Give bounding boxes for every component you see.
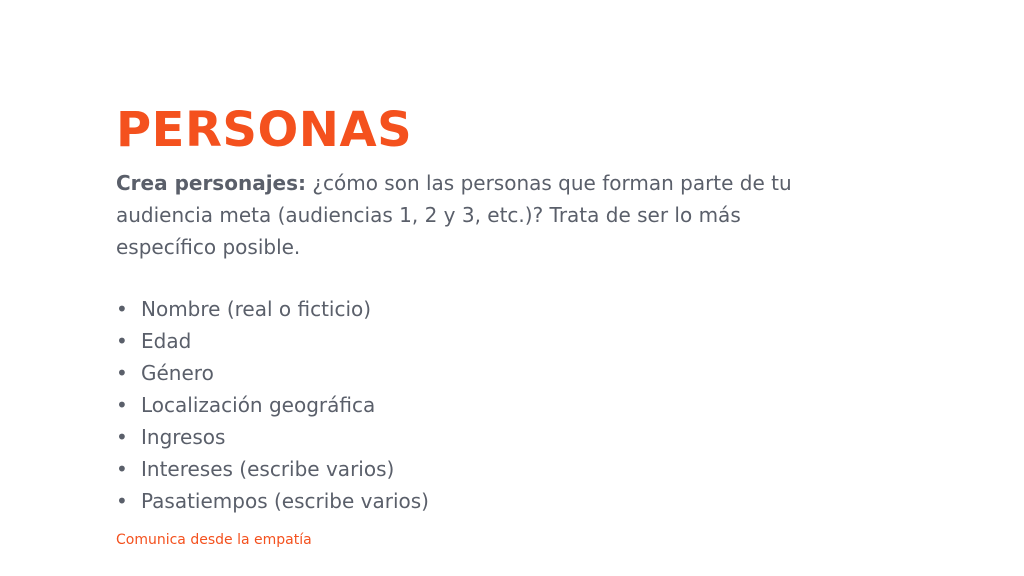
persona-attributes-list	[116, 293, 429, 517]
bullet-icon: •	[116, 361, 128, 385]
bullet-icon: •	[116, 329, 128, 353]
list-item-label: Edad	[141, 329, 192, 353]
list-item-label: Intereses (escribe varios)	[141, 457, 395, 481]
list-item	[116, 325, 429, 357]
bullet-icon: •	[116, 297, 128, 321]
bullet-icon: •	[116, 489, 128, 513]
list-item	[116, 485, 429, 517]
list-item-label: Género	[141, 361, 214, 385]
list-item-label: Ingresos	[141, 425, 226, 449]
list-item	[116, 357, 429, 389]
slide-title: PERSONAS	[116, 102, 413, 158]
intro-text: ¿cómo son las personas que forman parte de tu audiencia meta (audiencias 1, 2 y 3, etc.)? Trata de ser lo más específico posible.	[116, 171, 792, 259]
list-item	[116, 453, 429, 485]
bullet-icon: •	[116, 457, 128, 481]
list-item-label: Nombre (real o ficticio)	[141, 297, 372, 321]
intro-lead: Crea personajes:	[116, 171, 307, 195]
intro-paragraph	[116, 167, 796, 263]
bullet-icon: •	[116, 425, 128, 449]
list-item-label: Localización geográfica	[141, 393, 376, 417]
list-item	[116, 389, 429, 421]
list-item	[116, 293, 429, 325]
list-item-label: Pasatiempos (escribe varios)	[141, 489, 429, 513]
list-item	[116, 421, 429, 453]
footer-tagline: Comunica desde la empatía	[116, 532, 312, 548]
bullet-icon: •	[116, 393, 128, 417]
